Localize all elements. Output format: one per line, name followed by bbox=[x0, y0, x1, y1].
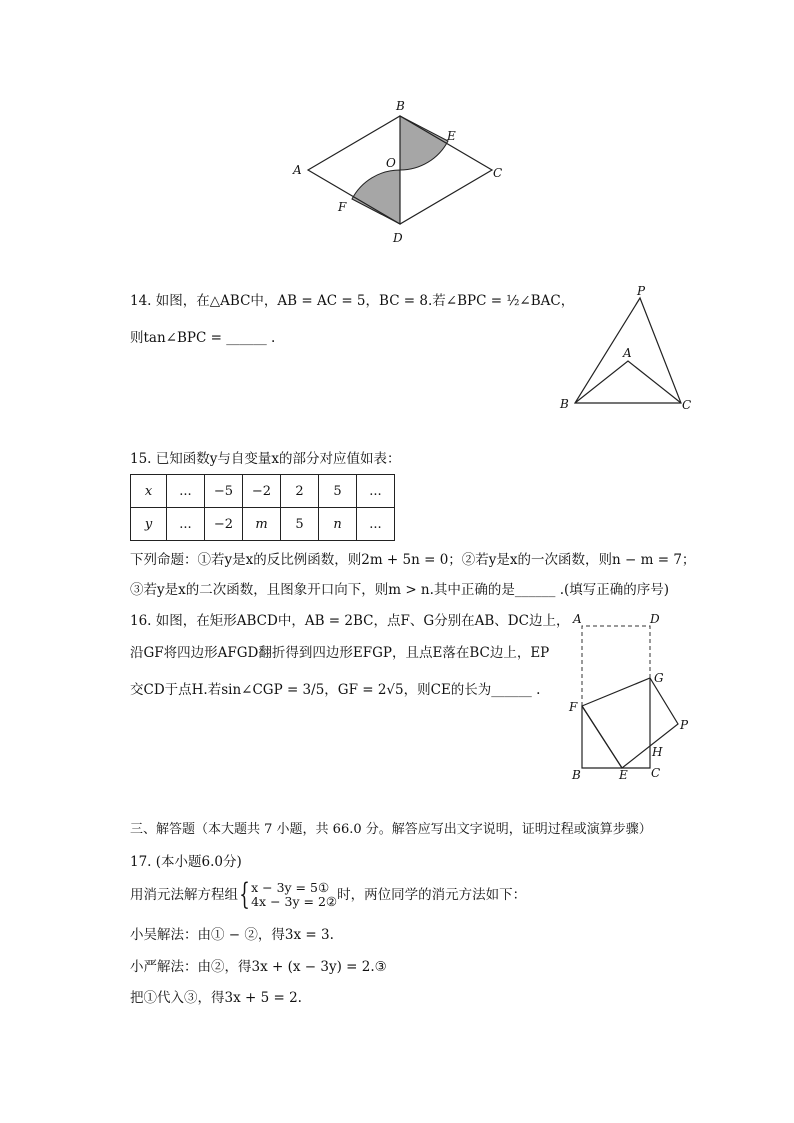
segment-fe bbox=[582, 706, 622, 768]
section-heading: 三、解答题（本大题共 7 小题，共 66.0 分。解答应写出文字说明，证明过程或演算步骤） bbox=[130, 822, 652, 837]
label-B: B bbox=[560, 397, 569, 411]
q14-line1: 14. 如图，在△ABC中，AB = AC = 5，BC = 8.若∠BPC = ½∠BAC， bbox=[130, 293, 575, 309]
label-D: D bbox=[650, 612, 660, 626]
label-P: P bbox=[680, 718, 689, 732]
left-brace: { bbox=[239, 877, 250, 912]
q16-line3: 交CD于点H.若sin∠CGP = 3/5，GF = 2√5，则CE的长为______ . bbox=[130, 682, 541, 698]
table-cell: ... bbox=[167, 508, 205, 541]
label-E: E bbox=[619, 768, 628, 782]
label-A: A bbox=[623, 346, 632, 360]
intro-suffix: 时，两位同学的消元方法如下： bbox=[337, 887, 527, 903]
table-cell: 5 bbox=[319, 475, 357, 508]
q17-intro bbox=[130, 877, 527, 914]
label-C: C bbox=[493, 166, 503, 180]
q15-line2: 下列命题：①若y是x的反比例函数，则2m + 5n = 0；②若y是x的一次函数，则n − m = 7； bbox=[130, 552, 696, 568]
q15-line3: ③若y是x的二次函数，且图象开口向下，则m > n.其中正确的是______ .(填写正确的序号) bbox=[130, 582, 670, 598]
triangle-figure bbox=[555, 282, 700, 412]
label-C: C bbox=[682, 398, 692, 412]
label-B: B bbox=[572, 768, 581, 782]
q16-line1: 16. 如图，在矩形ABCD中，AB = 2BC，点F、G分别在AB、DC边上， bbox=[130, 613, 570, 629]
label-A: A bbox=[293, 163, 302, 177]
q15-line1: 15. 已知函数y与自变量x的部分对应值如表： bbox=[130, 451, 401, 467]
table-cell: ... bbox=[167, 475, 205, 508]
table-cell: ... bbox=[357, 508, 395, 541]
q16-line2: 沿GF将四边形AFGD翻折得到四边形EFGP，且点E落在BC边上，EP bbox=[130, 645, 550, 661]
table-row bbox=[131, 508, 395, 541]
table-cell: 5 bbox=[281, 508, 319, 541]
q17-header: 17. (本小题6.0分) bbox=[130, 854, 242, 870]
table-cell: −5 bbox=[205, 475, 243, 508]
table-cell: x bbox=[131, 475, 167, 508]
table-cell: −2 bbox=[205, 508, 243, 541]
equation-2: 4x − 3y = 2② bbox=[251, 894, 338, 909]
table-row bbox=[131, 475, 395, 508]
table-cell: y bbox=[131, 508, 167, 541]
original-outline-dashed bbox=[582, 626, 650, 706]
label-D: D bbox=[393, 231, 403, 245]
label-C: C bbox=[651, 766, 661, 780]
label-O: O bbox=[386, 156, 396, 170]
shaded-sector-upper bbox=[400, 116, 448, 170]
folded-quadrilateral-efgp bbox=[582, 678, 678, 768]
q17-wu-solution: 小吴解法：由① − ②，得3x = 3. bbox=[130, 927, 334, 943]
table-cell: 2 bbox=[281, 475, 319, 508]
equation-1: x − 3y = 5① bbox=[251, 880, 330, 895]
rhombus-figure bbox=[280, 92, 520, 252]
rectangle-fold-figure bbox=[560, 606, 705, 784]
triangle-abc-sides bbox=[575, 361, 681, 403]
table-cell: n bbox=[319, 508, 357, 541]
value-table bbox=[130, 474, 395, 541]
label-H: H bbox=[652, 745, 663, 759]
label-F: F bbox=[569, 700, 578, 714]
label-P: P bbox=[637, 284, 646, 298]
label-G: G bbox=[654, 671, 664, 685]
intro-prefix: 用消元法解方程组 bbox=[130, 887, 238, 903]
q14-line2: 则tan∠BPC = ______ . bbox=[130, 330, 276, 346]
table-cell: m bbox=[243, 508, 281, 541]
table-cell: −2 bbox=[243, 475, 281, 508]
table-cell: ... bbox=[357, 475, 395, 508]
label-A: A bbox=[573, 612, 582, 626]
shaded-sector-lower bbox=[352, 170, 400, 224]
label-F: F bbox=[338, 200, 347, 214]
equation-system bbox=[251, 881, 337, 909]
q17-substitution: 把①代入③，得3x + 5 = 2. bbox=[130, 990, 302, 1006]
label-B: B bbox=[396, 99, 405, 113]
q17-yan-solution: 小严解法：由②，得3x + (x − 3y) = 2.③ bbox=[130, 959, 387, 975]
label-E: E bbox=[447, 129, 456, 143]
